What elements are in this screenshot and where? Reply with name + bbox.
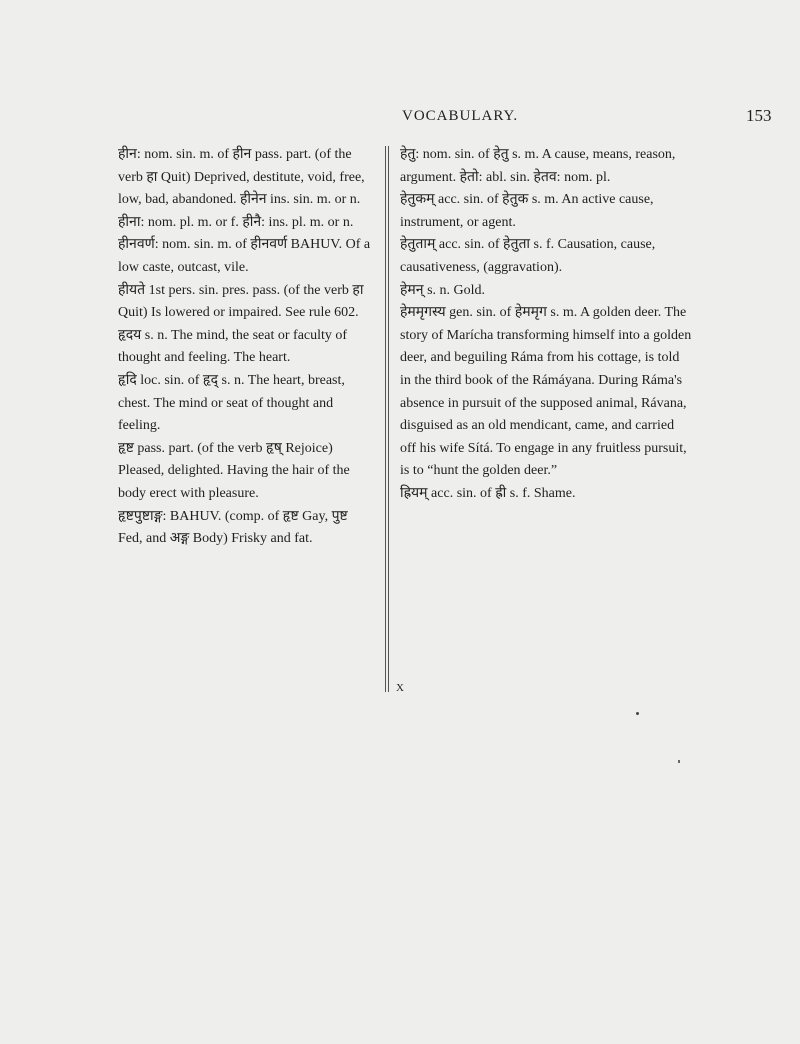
column-divider [388, 146, 389, 692]
entry-hetukam: हेतुकम् acc. sin. of हेतुक s. m. An active cause, instrument, or agent. [400, 192, 654, 230]
ink-speck [636, 712, 639, 715]
entry-hina: हीन: nom. sin. m. of हीन pass. part. (of the verb हा Quit) Deprived, destitute, void, free, low, bad, abandoned. हीनेन ins. sin. m. or n. हीना: nom. pl. m. or f. हीनै: ins. pl. m. or n. [118, 147, 365, 230]
entry-hridi: हृदि loc. sin. of हृद् s. n. The heart, breast, chest. The mind or seat of thought and feeling. [118, 372, 345, 434]
right-column [400, 144, 692, 506]
page-header [0, 108, 800, 132]
entry-hrishta: हृष्ट pass. part. (of the verb हृष् Rejoice) Pleased, delighted. Having the hair of the body erect with pleasure. [118, 440, 350, 501]
left-column [118, 144, 373, 551]
entry-hrishtapushtanga: हृष्टपुष्टाङ्ग: BAHUV. (comp. of हृष्ट Gay, पुष्ट Fed, and अङ्ग Body) Frisky and fat. [118, 508, 348, 547]
entry-hetu: हेतु: nom. sin. of हेतु s. m. A cause, means, reason, argument. हेतो: abl. sin. हेतव: nom. pl. [400, 147, 676, 185]
entry-hemamrigasya: हेममृगस्य gen. sin. of हेममृग s. m. A golden deer. The story of Marícha transforming himself into a golden deer, and beguiling Ráma from his cottage, is told in the third book of the Rámáyana. During Ráma's absence in pursuit of the supposed animal, Rávana, disguised as an old mendicant, came, and carried off his wife Sítá. To engage in any fruitless pursuit, is to “hunt the golden deer.” [400, 305, 692, 479]
entry-hinavarna: हीनवर्ण: nom. sin. m. of हीनवर्ण BAHUV. Of a low caste, outcast, vile. [118, 237, 371, 275]
running-title: VOCABULARY. [402, 108, 519, 124]
signature-mark: X [396, 682, 404, 694]
entry-hridaya: हृदय s. n. The mind, the seat or faculty of thought and feeling. The heart. [118, 327, 348, 366]
page-number: 153 [746, 106, 772, 125]
entry-hetutam: हेतुताम् acc. sin. of हेतुता s. f. Causation, cause, causativeness, (aggravation). [400, 237, 656, 275]
entry-hiyate: हीयते 1st pers. sin. pres. pass. (of the verb हा Quit) Is lowered or impaired. See rule 602. [118, 282, 364, 321]
entry-hriyam: ह्रियम् acc. sin. of ह्री s. f. Shame. [400, 485, 576, 501]
ink-speck [678, 760, 680, 763]
column-divider [385, 146, 386, 692]
entry-heman: हेमन् s. n. Gold. [400, 282, 486, 298]
